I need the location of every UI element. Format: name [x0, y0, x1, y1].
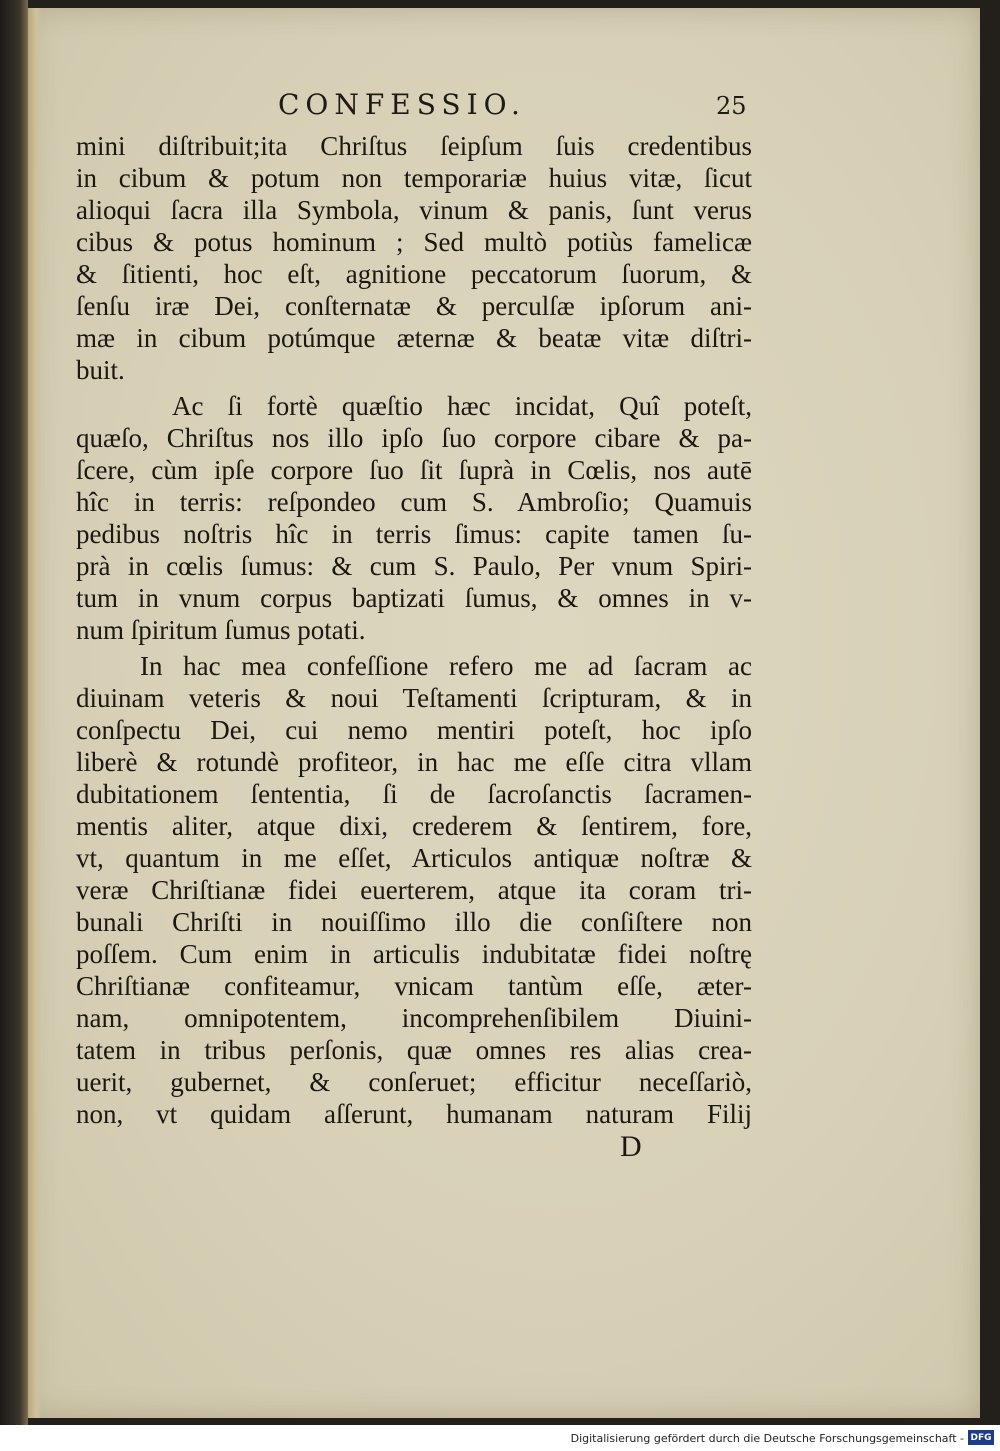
text-line: Chriſtianæ confiteamur, vnicam tantùm eſſe, æter-: [76, 971, 752, 1001]
text-line: bunali Chriſti in nouiſſimo illo die conſiſtere non: [76, 907, 752, 937]
text-line: conſpectu Dei, cui nemo mentiri poteſt, hoc ipſo: [76, 715, 752, 745]
text-line: & ſitienti, hoc eſt, agnitione peccatorum ſuorum, &: [76, 259, 752, 289]
book-spine: [0, 0, 28, 1425]
text-line: alioqui ſacra illa Symbola, vinum & panis, ſunt verus: [76, 195, 752, 225]
page-number: 25: [716, 92, 747, 120]
text-line: nam, omnipotentem, incomprehenſibilem Diuini-: [76, 1003, 752, 1033]
text-line: num ſpiritum ſumus potati.: [76, 615, 366, 645]
text-line: Ac ſi fortè quæſtio hæc incidat, Quî poteſt,: [172, 391, 752, 421]
text-line: veræ Chriſtianæ fidei euerterem, atque ita coram tri-: [76, 875, 752, 905]
funding-credit: Digitalisierung gefördert durch die Deutsche Forschungsgemeinschaft -: [570, 1432, 964, 1445]
page-edge-shadow: [28, 8, 42, 1418]
text-line: non, vt quidam aſſerunt, humanam naturam Filij: [76, 1099, 752, 1129]
text-line: liberè & rotundè profiteor, in hac me eſſe citra vllam: [76, 747, 752, 777]
running-head: CONFESSIO.: [278, 88, 526, 121]
text-line: ſcere, cùm ipſe corpore ſuo ſit ſuprà in Cœlis, nos autē: [76, 455, 752, 485]
text-line: vt, quantum in me eſſet, Articulos antiquæ noſtræ &: [76, 843, 752, 873]
text-line: mæ in cibum potúmque æternæ & beatæ vitæ diſtri-: [76, 323, 752, 353]
text-line: prà in cœlis ſumus: & cum S. Paulo, Per vnum Spiri-: [76, 551, 752, 581]
text-line: In hac mea confeſſione refero me ad ſacram ac: [140, 651, 752, 681]
text-line: quæſo, Chriſtus nos illo ipſo ſuo corpore cibare & pa-: [76, 423, 752, 453]
text-line: ſenſu iræ Dei, conſternatæ & perculſæ ipſorum ani-: [76, 291, 752, 321]
text-line: in cibum & potum non temporariæ huius vitæ, ſicut: [76, 163, 752, 193]
text-line: buit.: [76, 355, 125, 385]
text-line: mentis aliter, atque dixi, crederem & ſentirem, fore,: [76, 811, 752, 841]
text-line: cibus & potus hominum ; Sed multò potiùs famelicæ: [76, 227, 752, 257]
text-line: dubitationem ſententia, ſi de ſacroſanctis ſacramen-: [76, 779, 752, 809]
text-line: tatem in tribus perſonis, quæ omnes res alias crea-: [76, 1035, 752, 1065]
text-line: tum in vnum corpus baptizati ſumus, & omnes in v-: [76, 583, 752, 613]
signature-mark: D: [620, 1130, 642, 1163]
text-line: hîc in terris: reſpondeo cum S. Ambroſio; Quamuis: [76, 487, 752, 517]
text-line: diuinam veteris & noui Teſtamenti ſcripturam, & in: [76, 683, 752, 713]
text-line: uerit, gubernet, & conſeruet; efficitur neceſſariò,: [76, 1067, 752, 1097]
text-line: poſſem. Cum enim in articulis indubitatæ fidei noſtrę: [76, 939, 752, 969]
text-line: mini diſtribuit;ita Chriſtus ſeipſum ſuis credentibus: [76, 131, 752, 161]
text-line: pedibus noſtris hîc in terris ſimus: capite tamen ſu-: [76, 519, 752, 549]
dfg-logo-icon: DFG: [968, 1430, 994, 1445]
